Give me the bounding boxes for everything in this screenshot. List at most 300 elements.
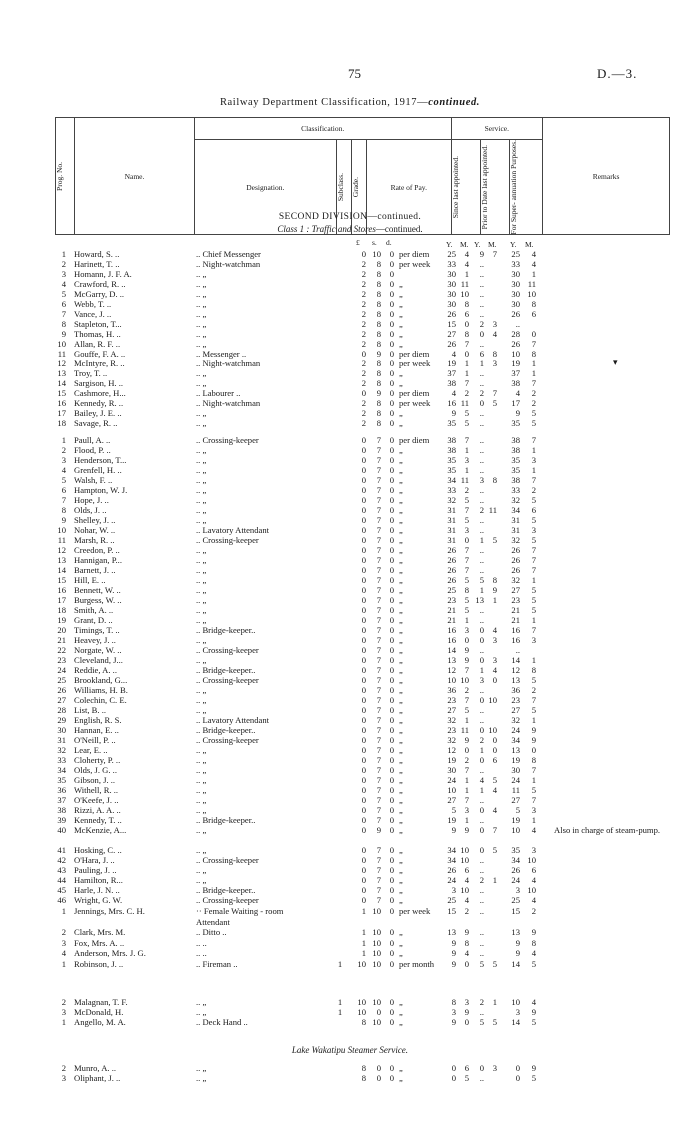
cell-pm: 1: [492, 875, 497, 885]
cell-ty: 28: [511, 328, 520, 339]
cell-tm: 7: [531, 435, 536, 445]
table-row: [0, 309, 700, 319]
cell-des: .. „: [196, 545, 207, 555]
cell-des: .. „: [196, 705, 207, 715]
cell-sm: 7: [464, 695, 469, 705]
cell-py: ..: [479, 378, 484, 389]
cell-d: 0: [389, 358, 394, 369]
cell-des: .. „: [196, 555, 207, 565]
cell-pm: 7: [492, 825, 497, 835]
cell-sm: 9: [464, 735, 469, 745]
cell-per: „: [399, 515, 403, 525]
cell-no: 32: [57, 745, 66, 755]
cell-pm: 4: [492, 805, 497, 815]
cell-ty: 27: [511, 795, 520, 805]
cell-name: Norgate, W. ..: [74, 645, 122, 655]
cell-sm: 1: [464, 465, 469, 475]
cell-no: 17: [57, 595, 66, 605]
cell-d: 0: [389, 906, 394, 916]
cell-ty: 26: [511, 308, 520, 319]
cell-sm: 10: [460, 288, 469, 299]
cell-l: 0: [361, 815, 366, 825]
cell-s: 8: [376, 328, 381, 339]
cell-name: McDonald, H.: [74, 1007, 124, 1018]
cell-name: Malagnan, T. F.: [74, 997, 128, 1007]
cell-no: 6: [61, 485, 66, 495]
cell-per: „: [399, 565, 403, 575]
lake-section-title: Lake Wakatipu Steamer Service.: [291, 1045, 409, 1055]
table-row: [0, 655, 700, 665]
cell-ty: 26: [511, 555, 520, 565]
cell-py: 0: [479, 398, 484, 409]
cell-ty: 35: [511, 418, 520, 429]
cell-py: 2: [479, 875, 484, 885]
cell-d: 0: [389, 418, 394, 429]
cell-py: 5: [479, 575, 484, 585]
cell-ty: 12: [511, 665, 520, 675]
cell-d: 0: [389, 495, 394, 505]
cell-tm: 9: [531, 927, 536, 938]
cell-tm: 4: [531, 258, 536, 269]
cell-pm: 7: [492, 388, 497, 399]
cell-tm: 3: [531, 845, 536, 855]
table-row: [0, 615, 700, 625]
cell-no: 24: [57, 665, 66, 675]
cell-name: McGarry, D. ..: [74, 288, 125, 299]
table-row: [0, 408, 700, 418]
cell-name: Olds, J. G. ..: [74, 765, 117, 775]
cell-tm: 8: [531, 755, 536, 765]
header-designation: Designation.: [194, 140, 336, 235]
cell-name: Angello, M. A.: [74, 1017, 126, 1028]
table-row: [0, 765, 700, 775]
cell-des: .. „: [196, 1063, 207, 1073]
cell-no: 11: [57, 535, 66, 545]
cell-name: Munro, A. ..: [74, 1063, 117, 1073]
cell-ty: 31: [511, 525, 520, 535]
cell-s: 7: [376, 515, 381, 525]
table-row: [0, 825, 700, 835]
cell-tm: 3: [531, 455, 536, 465]
cell-l: 0: [361, 249, 366, 259]
page-number: 75: [348, 66, 361, 81]
cell-py: ..: [479, 555, 484, 565]
cell-sy: 9: [451, 825, 456, 835]
cell-tm: 10: [527, 885, 536, 895]
cell-des: .. „: [196, 298, 207, 309]
cell-no: 22: [57, 645, 66, 655]
cell-per: „: [399, 288, 403, 299]
cell-sm: 6: [464, 308, 469, 319]
cell-d: 0: [389, 927, 394, 938]
cell-name: Reddie, A. ..: [74, 665, 117, 675]
cell-ty: 9: [515, 937, 520, 948]
cell-des: .. „: [196, 785, 207, 795]
cell-py: 2: [479, 318, 484, 329]
cell-l: 0: [361, 625, 366, 635]
cell-name: Henderson, T...: [74, 455, 127, 465]
cell-per: „: [399, 948, 403, 959]
cell-s: 7: [376, 495, 381, 505]
cell-des: .. „: [196, 775, 207, 785]
cell-s: 8: [376, 398, 381, 409]
cell-sy: 19: [447, 755, 456, 765]
cell-no: 2: [61, 445, 66, 455]
cell-s: 7: [376, 675, 381, 685]
cell-l: 0: [361, 545, 366, 555]
cell-l: 2: [361, 408, 366, 419]
cell-l: 2: [361, 328, 366, 339]
cell-tm: 8: [531, 348, 536, 359]
unit-shillings: s.: [372, 238, 377, 247]
cell-sy: 30: [447, 765, 456, 775]
cell-s: 8: [376, 368, 381, 379]
cell-tm: 9: [531, 1007, 536, 1018]
cell-d: 0: [389, 535, 394, 545]
cell-des: .. „: [196, 585, 207, 595]
cell-no: 4: [61, 465, 66, 475]
cell-per: „: [399, 328, 403, 339]
cell-des: .. „: [196, 288, 207, 299]
cell-s: 7: [376, 505, 381, 515]
table-row: [0, 485, 700, 495]
cell-s: 8: [376, 258, 381, 269]
table-row: [0, 289, 700, 299]
cell-s: 7: [376, 465, 381, 475]
cell-des: .. Bridge-keeper..: [196, 815, 256, 825]
header-grade: Grade.: [351, 140, 366, 235]
cell-no: 5: [61, 288, 66, 299]
cell-pm: 4: [492, 785, 497, 795]
cell-py: ..: [479, 895, 484, 905]
table-row: [0, 565, 700, 575]
cell-name: Sargison, H. ..: [74, 378, 124, 389]
header-rate: Rate of Pay.: [366, 140, 451, 235]
cell-pm: 4: [492, 625, 497, 635]
cell-sub: 1: [337, 1007, 343, 1018]
cell-no: 8: [61, 505, 66, 515]
cell-d: 0: [389, 565, 394, 575]
cell-sy: 26: [447, 565, 456, 575]
cell-ty: 9: [515, 948, 520, 959]
cell-pm: 10: [488, 695, 497, 705]
cell-s: 7: [376, 745, 381, 755]
cell-des: .. Fireman ..: [196, 959, 238, 969]
table-row: [0, 398, 700, 408]
cell-no: 1: [61, 1017, 66, 1028]
cell-des: .. Messenger ..: [196, 348, 247, 359]
cell-des: .. Bridge-keeper..: [196, 885, 256, 895]
cell-name: Harle, J. N. ..: [74, 885, 120, 895]
cell-sm: 9: [464, 655, 469, 665]
cell-no: 6: [61, 298, 66, 309]
cell-s: 7: [376, 845, 381, 855]
cell-l: 0: [361, 565, 366, 575]
cell-sy: 38: [447, 378, 456, 389]
unit-months-prior: M.: [488, 240, 497, 249]
cell-py: 2: [479, 735, 484, 745]
cell-name: Marsh, R. ..: [74, 535, 115, 545]
cell-sy: 27: [447, 705, 456, 715]
cell-sm: 7: [464, 555, 469, 565]
cell-tm: 8: [531, 665, 536, 675]
cell-no: 1: [61, 906, 66, 916]
cell-py: 0: [479, 825, 484, 835]
cell-no: 44: [57, 875, 66, 885]
cell-sy: 14: [447, 645, 456, 655]
cell-py: ..: [479, 525, 484, 535]
cell-s: 7: [376, 435, 381, 445]
cell-sm: 7: [464, 565, 469, 575]
cell-no: 2: [61, 1063, 66, 1073]
cell-name: Fox, Mrs. A. ..: [74, 937, 125, 948]
cell-sy: 10: [447, 675, 456, 685]
cell-per: „: [399, 997, 403, 1007]
cell-l: 2: [361, 258, 366, 269]
cell-l: 0: [361, 605, 366, 615]
cell-des: .. Bridge-keeper..: [196, 725, 256, 735]
cell-s: 7: [376, 685, 381, 695]
cell-name: Cashmore, H...: [74, 388, 126, 399]
cell-py: ..: [479, 515, 484, 525]
cell-d: 0: [389, 948, 394, 959]
cell-tm: 7: [531, 338, 536, 349]
cell-py: 0: [479, 845, 484, 855]
cell-py: 13: [475, 595, 484, 605]
cell-no: 28: [57, 705, 66, 715]
cell-per: „: [399, 605, 403, 615]
cell-no: 18: [57, 605, 66, 615]
cell-s: 7: [376, 625, 381, 635]
cell-des: .. „: [196, 695, 207, 705]
cell-py: ..: [479, 795, 484, 805]
cell-l: 0: [361, 795, 366, 805]
table-row: [0, 815, 700, 825]
cell-sm: 4: [464, 258, 469, 269]
cell-s: 10: [372, 937, 381, 948]
table-row: [0, 695, 700, 705]
cell-no: 5: [61, 475, 66, 485]
cell-des: .. „: [196, 865, 207, 875]
cell-sm: 2: [464, 685, 469, 695]
cell-ty: 0: [515, 1073, 520, 1084]
cell-des: .. Ditto ..: [196, 927, 227, 938]
cell-tm: 1: [531, 268, 536, 279]
cell-py: ..: [479, 685, 484, 695]
cell-sy: 38: [447, 445, 456, 455]
cell-sy: 34: [447, 475, 456, 485]
cell-l: 0: [361, 685, 366, 695]
cell-no: 2: [61, 997, 66, 1007]
cell-des: .. Crossing-keeper: [196, 895, 259, 905]
cell-sm: 7: [464, 378, 469, 389]
cell-tm: 4: [531, 875, 536, 885]
header-prior: Prior to Date last appointed.: [480, 140, 509, 235]
cell-des: .. Crossing-keeper: [196, 675, 259, 685]
cell-no: 25: [57, 675, 66, 685]
cell-sm: 2: [464, 388, 469, 399]
cell-s: 7: [376, 655, 381, 665]
cell-per: „: [399, 1017, 403, 1028]
cell-tm: 7: [531, 555, 536, 565]
cell-ty: 24: [511, 725, 520, 735]
cell-s: 8: [376, 418, 381, 429]
cell-tm: 5: [531, 495, 536, 505]
cell-sm: 7: [464, 765, 469, 775]
cell-no: 13: [57, 368, 66, 379]
cell-ty: 0: [515, 1063, 520, 1073]
unit-months-since: M.: [460, 240, 469, 249]
cell-ty: 19: [511, 815, 520, 825]
cell-s: 9: [376, 825, 381, 835]
cell-d: 0: [389, 545, 394, 555]
cell-py: ..: [479, 765, 484, 775]
cell-sm: 10: [460, 675, 469, 685]
cell-s: 8: [376, 358, 381, 369]
cell-d: 0: [389, 435, 394, 445]
table-row: [0, 927, 700, 937]
cell-pm: 8: [492, 575, 497, 585]
cell-ty: 32: [511, 535, 520, 545]
table-row: [0, 795, 700, 805]
table-row: [0, 906, 700, 916]
cell-sy: 9: [451, 1017, 456, 1028]
cell-tm: 9: [531, 725, 536, 735]
cell-no: 1: [61, 959, 66, 969]
cell-per: „: [399, 595, 403, 605]
cell-l: 10: [357, 959, 366, 969]
cell-name: Flood, P. ..: [74, 445, 111, 455]
cell-name: Anderson, Mrs. J. G.: [74, 948, 146, 959]
cell-des: .. „: [196, 575, 207, 585]
cell-des: .. „: [196, 455, 207, 465]
cell-pm: 1: [492, 997, 497, 1007]
cell-pm: 8: [492, 475, 497, 485]
cell-des: .. „: [196, 595, 207, 605]
cell-des: .. „: [196, 765, 207, 775]
cell-py: 2: [479, 505, 484, 515]
cell-per: „: [399, 705, 403, 715]
cell-per: „: [399, 855, 403, 865]
cell-sm: 0: [464, 318, 469, 329]
cell-sm: 2: [464, 485, 469, 495]
cell-d: 0: [389, 1063, 394, 1073]
cell-py: 0: [479, 1063, 484, 1073]
cell-tm: 0: [531, 328, 536, 339]
table-row: [0, 605, 700, 615]
cell-tm: 1: [531, 815, 536, 825]
cell-tm: 10: [527, 855, 536, 865]
table-row: [0, 755, 700, 765]
cell-pm: 5: [492, 959, 497, 969]
cell-no: 15: [57, 575, 66, 585]
cell-name: Troy, T. ..: [74, 368, 108, 379]
cell-no: 7: [61, 495, 66, 505]
cell-des: .. „: [196, 278, 207, 289]
cell-name: Shelley, J. ..: [74, 515, 116, 525]
cell-s: 7: [376, 595, 381, 605]
cell-des: .. „: [196, 565, 207, 575]
cell-pm: 0: [492, 675, 497, 685]
cell-tm: 6: [531, 308, 536, 319]
cell-l: 2: [361, 268, 366, 279]
cell-l: 0: [361, 845, 366, 855]
cell-py: ..: [479, 615, 484, 625]
cell-s: 8: [376, 338, 381, 349]
cell-sm: 1: [464, 445, 469, 455]
cell-py: 0: [479, 755, 484, 765]
cell-d: 0: [389, 585, 394, 595]
cell-tm: 2: [531, 685, 536, 695]
cell-py: 1: [479, 358, 484, 369]
cell-s: 10: [372, 997, 381, 1007]
cell-no: 3: [61, 268, 66, 279]
table-row: [0, 1063, 700, 1073]
cell-l: 0: [361, 715, 366, 725]
cell-no: 12: [57, 545, 66, 555]
cell-d: 0: [389, 745, 394, 755]
cell-d: 0: [389, 895, 394, 905]
cell-tm: 2: [531, 485, 536, 495]
cell-sm: 10: [460, 845, 469, 855]
cell-no: 38: [57, 805, 66, 815]
cell-s: 9: [376, 348, 381, 359]
cell-sm: 5: [464, 408, 469, 419]
cell-s: 8: [376, 408, 381, 419]
cell-py: ..: [479, 906, 484, 916]
table-row: [0, 249, 700, 259]
cell-no: 1: [61, 435, 66, 445]
cell-l: 10: [357, 1007, 366, 1018]
cell-des: .. „: [196, 368, 207, 379]
cell-ty: 10: [511, 348, 520, 359]
document-code: D.—3.: [597, 66, 638, 81]
cell-l: 2: [361, 398, 366, 409]
cell-s: 8: [376, 378, 381, 389]
cell-l: 0: [361, 595, 366, 605]
cell-py: 0: [479, 625, 484, 635]
cell-d: 0: [389, 685, 394, 695]
cell-des: .. Crossing-keeper: [196, 735, 259, 745]
cell-des: .. „: [196, 615, 207, 625]
cell-name: Burgess, W. ..: [74, 595, 122, 605]
cell-sy: 31: [447, 525, 456, 535]
cell-ty: 9: [515, 408, 520, 419]
cell-s: 7: [376, 575, 381, 585]
cell-d: 0: [389, 595, 394, 605]
cell-d: 0: [389, 635, 394, 645]
cell-per: per week: [399, 258, 431, 269]
cell-py: 6: [479, 348, 484, 359]
cell-s: 10: [372, 927, 381, 938]
cell-sm: 5: [464, 605, 469, 615]
cell-py: 1: [479, 585, 484, 595]
table-row: [0, 358, 700, 368]
unit-months-super: M.: [525, 240, 534, 249]
cell-d: 0: [389, 785, 394, 795]
cell-des: .. ..: [196, 937, 207, 948]
cell-name: Kennedy, R. ..: [74, 398, 124, 409]
cell-sy: 19: [447, 815, 456, 825]
cell-tm: 1: [531, 715, 536, 725]
cell-py: ..: [479, 855, 484, 865]
cell-sub: 1: [337, 959, 343, 969]
cell-no: 37: [57, 795, 66, 805]
cell-name: Barnett, J. ..: [74, 565, 116, 575]
cell-name: Howard, S. ..: [74, 249, 120, 259]
table-row: [0, 685, 700, 695]
cell-d: 0: [389, 615, 394, 625]
